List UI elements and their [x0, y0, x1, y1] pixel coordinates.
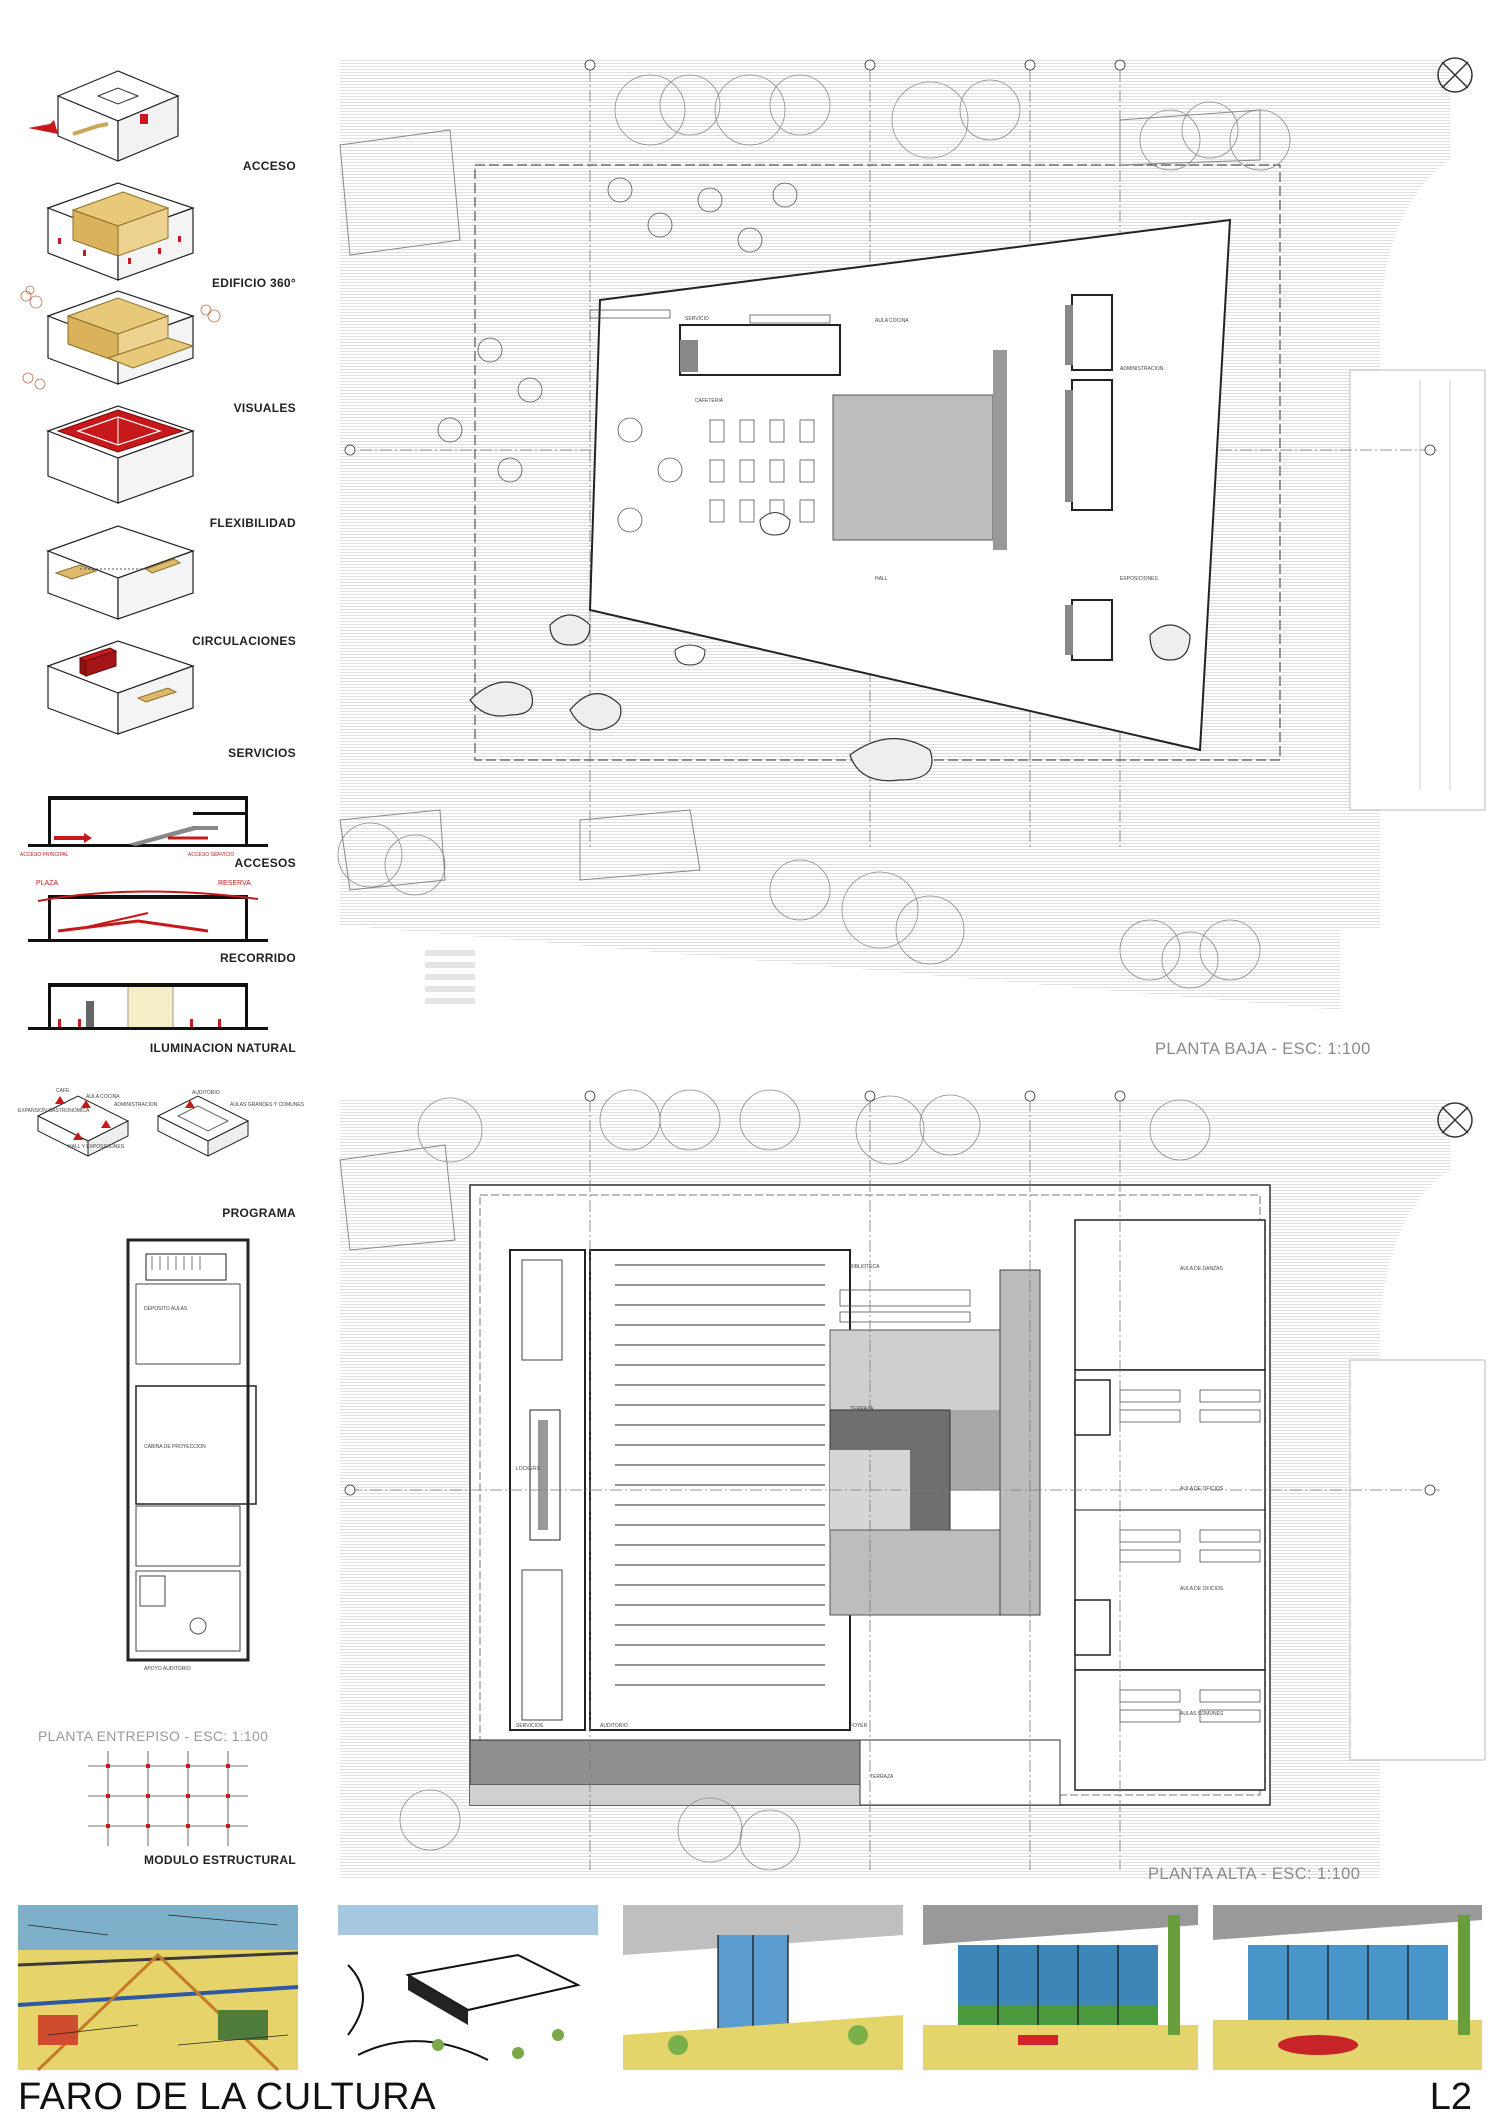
diagram-label-programa: PROGRAMA [222, 1206, 296, 1220]
planta-alta-caption: PLANTA ALTA - ESC: 1:100 [1148, 1865, 1361, 1883]
alta-room-lockers: LOCKERS [516, 1466, 540, 1472]
recorrido-note-reserva: RESERVA [218, 880, 251, 887]
accesos-note-servicio: ACCESO SERVICIO [188, 852, 235, 858]
sketch-interior-lobby [1213, 1905, 1482, 2070]
baja-room-hall: HALL [875, 576, 888, 582]
programa-note-administracion: ADMINISTRACION [114, 1102, 158, 1108]
alta-room-terraza-sur: TERRAZA [870, 1774, 894, 1780]
sketch-aerial-city [18, 1905, 298, 2070]
diagram-label-visuales: VISUALES [233, 401, 296, 415]
diagram-label-acceso: ACCESO [242, 159, 296, 173]
sketch-strip [18, 1895, 1482, 2070]
acceso-diagram [18, 66, 296, 171]
alta-room-aula-oficios-1: AULA DE OFICIOS [1180, 1486, 1224, 1492]
programa-note-aula-cocina: AULA COCINA [86, 1094, 120, 1100]
alta-room-aulas-comunes: AULAS COMUNES [1180, 1711, 1224, 1717]
planta-alta-plan [330, 1090, 1500, 1880]
baja-room-aula-cocina: AULA COCINA [875, 318, 909, 324]
sketch-interior-hall [623, 1905, 903, 2070]
entrepiso-caption: PLANTA ENTREPISO - ESC: 1:100 [38, 1728, 269, 1744]
accesos-section-diagram [18, 786, 296, 856]
diagram-label-circulaciones: CIRCULACIONES [192, 634, 296, 648]
circulaciones-diagram [18, 521, 296, 631]
planta-baja-caption: PLANTA BAJA - ESC: 1:100 [1155, 1040, 1371, 1058]
baja-room-servicio: SERVICIO [685, 316, 709, 322]
diagram-label-recorrido: RECORRIDO [219, 951, 296, 965]
recorrido-section-diagram [18, 871, 296, 951]
entrepiso-room-deposito: DEPOSITO AULAS [144, 1306, 188, 1312]
entrepiso-plan [88, 1236, 268, 1716]
alta-room-auditorio: AUDITORIO [600, 1723, 628, 1729]
diagram-label-iluminacion: ILUMINACION NATURAL [149, 1041, 296, 1055]
alta-room-foyer: FOYER [850, 1723, 868, 1729]
sketch-building-aerial [338, 1905, 598, 2070]
programa-note-aulas: AULAS GRANDES Y COMUNES [230, 1102, 305, 1108]
sketch-interior-classroom [923, 1905, 1198, 2070]
baja-room-exposiciones: EXPOSICIONES [1120, 576, 1158, 582]
programa-note-hall: HALL Y EXPOSICIONES [68, 1144, 125, 1150]
programa-note-cafe: CAFE [56, 1088, 70, 1094]
entrepiso-room-cabina: CABINA DE PROYECCION [144, 1444, 206, 1450]
alta-room-aula-oficios-2: AULA DE OFICIOS [1180, 1586, 1224, 1592]
flexibilidad-diagram [18, 401, 296, 521]
programa-note-expansion: EXPANSION GASTRONOMICA [18, 1108, 90, 1114]
diagram-label-accesos: ACCESOS [234, 856, 296, 870]
entrepiso-room-apoyo: APOYO AUDITORIO [144, 1666, 191, 1672]
iluminacion-section-diagram [18, 971, 296, 1041]
accesos-note-principal: ACCESO PRINCIPAL [20, 852, 69, 858]
alta-room-terraza: TERRAZA [850, 1406, 874, 1412]
diagram-label-flexibilidad: FLEXIBILIDAD [209, 516, 296, 530]
planta-baja-plan [330, 50, 1500, 1050]
edificio-360-diagram [18, 178, 296, 288]
recorrido-note-plaza: PLAZA [36, 880, 59, 887]
diagram-column [18, 56, 305, 1876]
programa-note-auditorio: AUDITORIO [192, 1090, 220, 1096]
alta-room-aula-danzas: AULA DE DANZAS [1180, 1266, 1223, 1272]
sheet-number: L2 [1429, 2076, 1472, 2118]
baja-room-administracion: ADMINISTRACION [1120, 366, 1164, 372]
baja-room-cafeteria: CAFETERIA [695, 398, 724, 404]
alta-room-biblioteca: BIBLIOTECA [850, 1264, 880, 1270]
diagram-label-modulo: MODULO ESTRUCTURAL [143, 1853, 296, 1867]
diagram-label-servicios: SERVICIOS [228, 746, 296, 760]
project-title: FARO DE LA CULTURA [18, 2076, 436, 2118]
alta-room-servicios: SERVICIOS [516, 1723, 544, 1729]
modulo-estructural-diagram [78, 1746, 258, 1856]
visuales-diagram [18, 286, 296, 396]
programa-diagram [18, 1076, 305, 1186]
diagram-label-edificio-360: EDIFICIO 360° [211, 276, 296, 290]
servicios-diagram [18, 636, 296, 746]
